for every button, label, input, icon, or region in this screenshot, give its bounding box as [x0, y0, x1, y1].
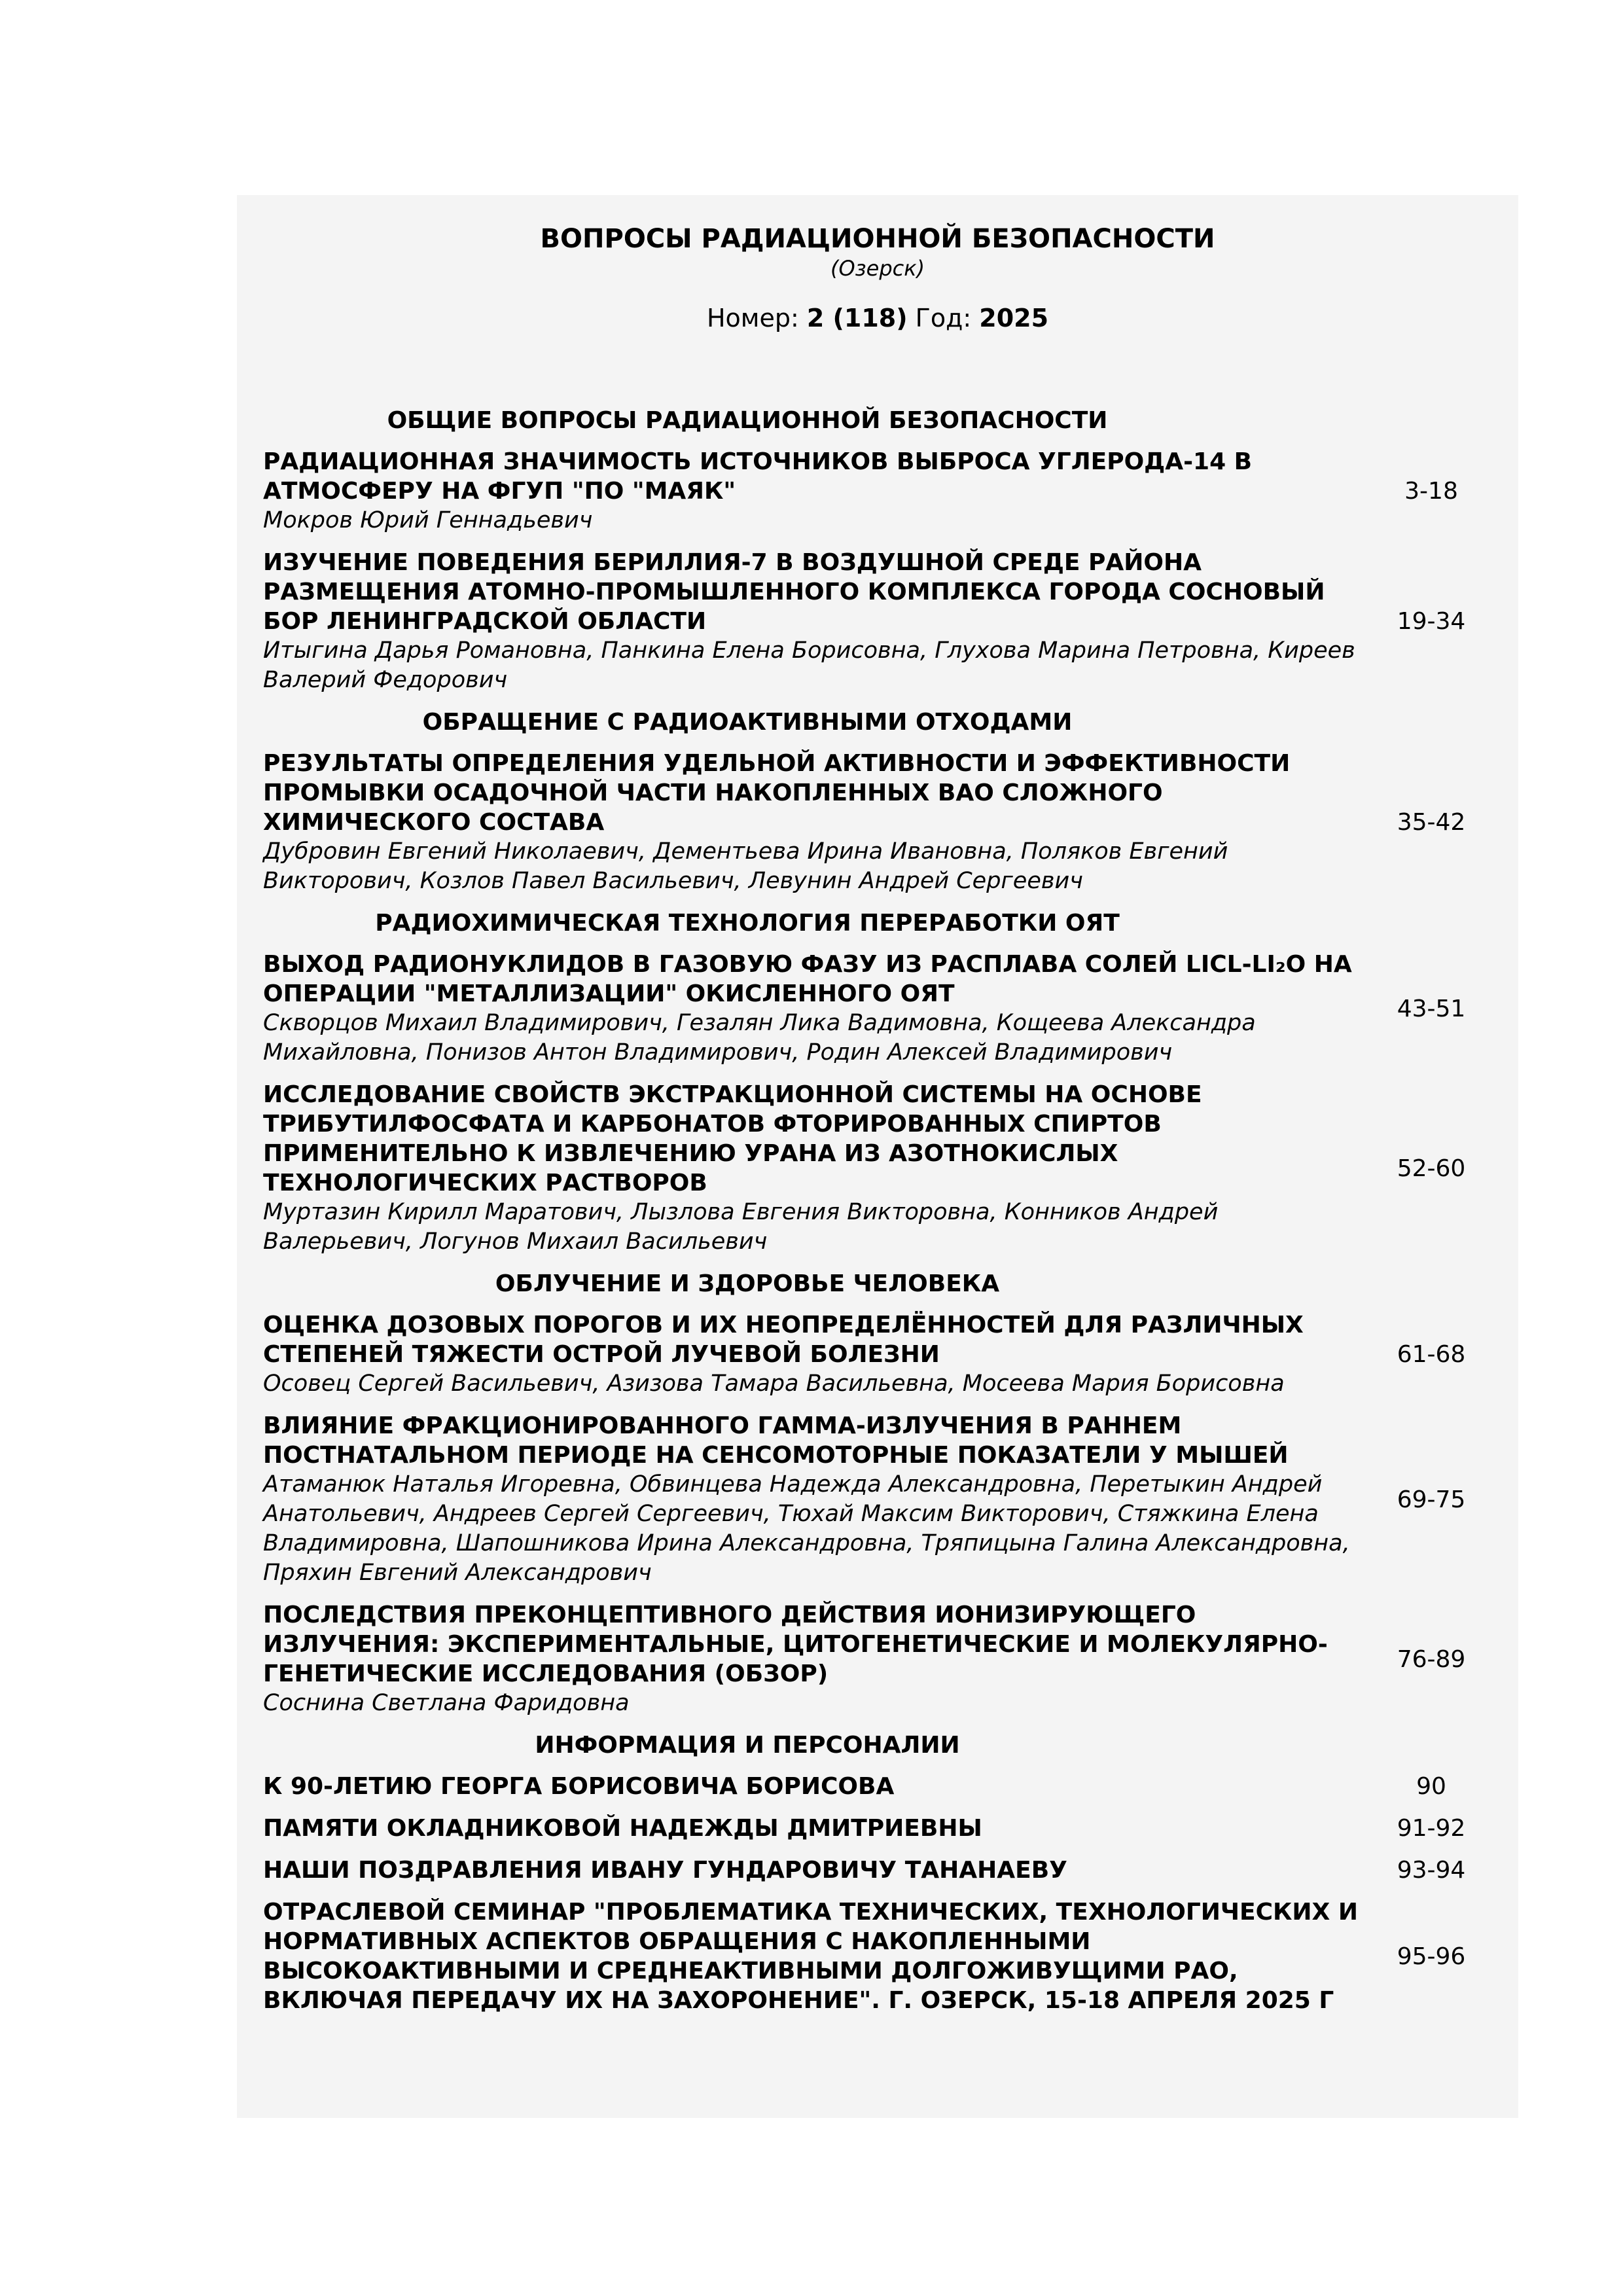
- contents-panel: [237, 195, 1518, 2118]
- toc-entry: [263, 548, 1500, 695]
- section-heading: ИНФОРМАЦИЯ И ПЕРСОНАЛИИ: [535, 1732, 960, 1759]
- toc-entry: [263, 1080, 1500, 1257]
- toc-entry-body: [263, 950, 1363, 1067]
- issue-year: 2025: [979, 304, 1049, 332]
- article-authors: Муртазин Кирилл Маратович, Лызлова Евгения Викторовна, Конников Андрей Валерьевич, Логунов Михаил Васильевич: [263, 1199, 1219, 1255]
- section-heading: ОБЩИЕ ВОПРОСЫ РАДИАЦИОННОЙ БЕЗОПАСНОСТИ: [387, 407, 1108, 434]
- section-heading: РАДИОХИМИЧЕСКАЯ ТЕХНОЛОГИЯ ПЕРЕРАБОТКИ ОЯТ: [375, 910, 1120, 937]
- section-heading: ОБЛУЧЕНИЕ И ЗДОРОВЬЕ ЧЕЛОВЕКА: [495, 1270, 1000, 1297]
- article-authors: Атаманюк Наталья Игоревна, Обвинцева Надежда Александровна, Перетыкин Андрей Анатольевич, Андреев Сергей Сергеевич, Тюхай Максим Викторович, Стяжкина Елена Владимировна, Шапошникова Ирина Александровна, Тряпицына Галина Александровна, Пряхин Евгений Александрович: [263, 1471, 1350, 1586]
- article-pages: 93-94: [1397, 1857, 1466, 1884]
- article-pages: 35-42: [1397, 809, 1466, 836]
- article-title-link[interactable]: ОЦЕНКА ДОЗОВЫХ ПОРОГОВ И ИХ НЕОПРЕДЕЛЁННОСТЕЙ ДЛЯ РАЗЛИЧНЫХ СТЕПЕНЕЙ ТЯЖЕСТИ ОСТРОЙ ЛУЧЕВОЙ БОЛЕЗНИ: [263, 1312, 1304, 1368]
- article-title-link[interactable]: РАДИАЦИОННАЯ ЗНАЧИМОСТЬ ИСТОЧНИКОВ ВЫБРОСА УГЛЕРОДА-14 В АТМОСФЕРУ НА ФГУП "ПО "МАЯК": [263, 448, 1253, 505]
- issue-line: [237, 302, 1518, 334]
- toc-entry-body: [263, 1310, 1363, 1399]
- article-pages: 91-92: [1397, 1815, 1466, 1842]
- toc-entry: [263, 1856, 1500, 1885]
- toc-entry-body: [263, 1411, 1363, 1588]
- toc-entry-body: [263, 1897, 1363, 2015]
- toc-entry-body: [263, 1080, 1363, 1257]
- article-pages: 95-96: [1397, 1943, 1466, 1970]
- article-authors: Скворцов Михаил Владимирович, Гезалян Лика Вадимовна, Кощеева Александра Михайловна, Понизов Антон Владимирович, Родин Алексей Владимирович: [263, 1010, 1256, 1066]
- toc-entry-body: [263, 447, 1363, 535]
- toc-entry: [263, 749, 1500, 896]
- article-authors: Осовец Сергей Васильевич, Азизова Тамара Васильевна, Мосеева Мария Борисовна: [263, 1371, 1285, 1397]
- article-title-link[interactable]: ВЫХОД РАДИОНУКЛИДОВ В ГАЗОВУЮ ФАЗУ ИЗ РАСПЛАВА СОЛЕЙ LICL-LI₂O НА ОПЕРАЦИИ "МЕТАЛЛИЗАЦИИ" ОКИСЛЕННОГО ОЯТ: [263, 951, 1352, 1007]
- toc-entry: [263, 1897, 1500, 2015]
- issue-label: Номер:: [706, 304, 799, 332]
- article-authors: Соснина Светлана Фаридовна: [263, 1690, 630, 1716]
- article-title-link[interactable]: ПОСЛЕДСТВИЯ ПРЕКОНЦЕПТИВНОГО ДЕЙСТВИЯ ИОНИЗИРУЮЩЕГО ИЗЛУЧЕНИЯ: ЭКСПЕРИМЕНТАЛЬНЫЕ, ЦИТОГЕНЕТИЧЕСКИЕ И МОЛЕКУЛЯРНО-ГЕНЕТИЧЕСКИЕ ИССЛЕДОВАНИЯ (ОБЗОР): [263, 1602, 1328, 1687]
- toc-entry-body: [263, 1856, 1363, 1885]
- toc-entry: [263, 447, 1500, 535]
- article-pages: 43-51: [1397, 995, 1466, 1022]
- article-pages: 52-60: [1397, 1155, 1466, 1182]
- toc-entry: [263, 1310, 1500, 1399]
- journal-city: (Озерск): [830, 256, 925, 281]
- toc-entry-body: [263, 548, 1363, 695]
- article-pages: 76-89: [1397, 1645, 1466, 1673]
- journal-title: ВОПРОСЫ РАДИАЦИОННОЙ БЕЗОПАСНОСТИ: [540, 224, 1215, 254]
- article-title-link[interactable]: ВЛИЯНИЕ ФРАКЦИОНИРОВАННОГО ГАММА-ИЗЛУЧЕНИЯ В РАННЕМ ПОСТНАТАЛЬНОМ ПЕРИОДЕ НА СЕНСОМОТОРНЫЕ ПОКАЗАТЕЛИ У МЫШЕЙ: [263, 1412, 1289, 1469]
- toc-entry-body: [263, 1600, 1363, 1718]
- toc-entry: [263, 1411, 1500, 1588]
- toc-entry-body: [263, 749, 1363, 896]
- article-title-link[interactable]: ИССЛЕДОВАНИЕ СВОЙСТВ ЭКСТРАКЦИОННОЙ СИСТЕМЫ НА ОСНОВЕ ТРИБУТИЛФОСФАТА И КАРБОНАТОВ ФТОРИРОВАННЫХ СПИРТОВ ПРИМЕНИТЕЛЬНО К ИЗВЛЕЧЕНИЮ УРАНА ИЗ АЗОТНОКИСЛЫХ ТЕХНОЛОГИЧЕСКИХ РАСТВОРОВ: [263, 1081, 1202, 1196]
- toc-entry: [263, 1814, 1500, 1843]
- article-title-link[interactable]: К 90-ЛЕТИЮ ГЕОРГА БОРИСОВИЧА БОРИСОВА: [263, 1773, 895, 1800]
- article-title-link[interactable]: РЕЗУЛЬТАТЫ ОПРЕДЕЛЕНИЯ УДЕЛЬНОЙ АКТИВНОСТИ И ЭФФЕКТИВНОСТИ ПРОМЫВКИ ОСАДОЧНОЙ ЧАСТИ НАКОПЛЕННЫХ ВАО СЛОЖНОГО ХИМИЧЕСКОГО СОСТАВА: [263, 750, 1291, 836]
- article-pages: 61-68: [1397, 1341, 1466, 1368]
- article-title-link[interactable]: ИЗУЧЕНИЕ ПОВЕДЕНИЯ БЕРИЛЛИЯ-7 В ВОЗДУШНОЙ СРЕДЕ РАЙОНА РАЗМЕЩЕНИЯ АТОМНО-ПРОМЫШЛЕННОГО КОМПЛЕКСА ГОРОДА СОСНОВЫЙ БОР ЛЕНИНГРАДСКОЙ ОБЛАСТИ: [263, 549, 1325, 635]
- article-pages: 90: [1416, 1773, 1446, 1800]
- article-title-link[interactable]: НАШИ ПОЗДРАВЛЕНИЯ ИВАНУ ГУНДАРОВИЧУ ТАНАНАЕВУ: [263, 1857, 1067, 1884]
- toc-entry: [263, 1772, 1500, 1801]
- article-authors: Дубровин Евгений Николаевич, Дементьева Ирина Ивановна, Поляков Евгений Викторович, Козлов Павел Васильевич, Левунин Андрей Сергеевич: [263, 838, 1228, 894]
- toc-entry-body: [263, 1814, 1363, 1843]
- article-authors: Мокров Юрий Геннадьевич: [263, 507, 593, 533]
- toc-entry: [263, 1600, 1500, 1718]
- year-label: Год:: [915, 304, 972, 332]
- table-of-contents: [263, 406, 1500, 2028]
- article-title-link[interactable]: ПАМЯТИ ОКЛАДНИКОВОЙ НАДЕЖДЫ ДМИТРИЕВНЫ: [263, 1815, 982, 1842]
- issue-number: 2 (118): [806, 304, 908, 332]
- article-pages: 3-18: [1404, 478, 1458, 505]
- section-heading: ОБРАЩЕНИЕ С РАДИОАКТИВНЫМИ ОТХОДАМИ: [422, 709, 1073, 736]
- article-pages: 69-75: [1397, 1486, 1466, 1513]
- toc-entry: [263, 950, 1500, 1067]
- article-title-link[interactable]: ОТРАСЛЕВОЙ СЕМИНАР "ПРОБЛЕМАТИКА ТЕХНИЧЕСКИХ, ТЕХНОЛОГИЧЕСКИХ И НОРМАТИВНЫХ АСПЕКТОВ ОБРАЩЕНИЯ С НАКОПЛЕННЫМИ ВЫСОКОАКТИВНЫМИ И СРЕДНЕАКТИВНЫМИ ДОЛГОЖИВУЩИМИ РАО, ВКЛЮЧАЯ ПЕРЕДАЧУ ИХ НА ЗАХОРОНЕНИЕ". Г. ОЗЕРСК, 15-18 АПРЕЛЯ 2025 Г: [263, 1899, 1358, 2014]
- toc-entry-body: [263, 1772, 1363, 1801]
- article-pages: 19-34: [1397, 608, 1466, 635]
- article-authors: Итыгина Дарья Романовна, Панкина Елена Борисовна, Глухова Марина Петровна, Киреев Валерий Федорович: [263, 637, 1355, 693]
